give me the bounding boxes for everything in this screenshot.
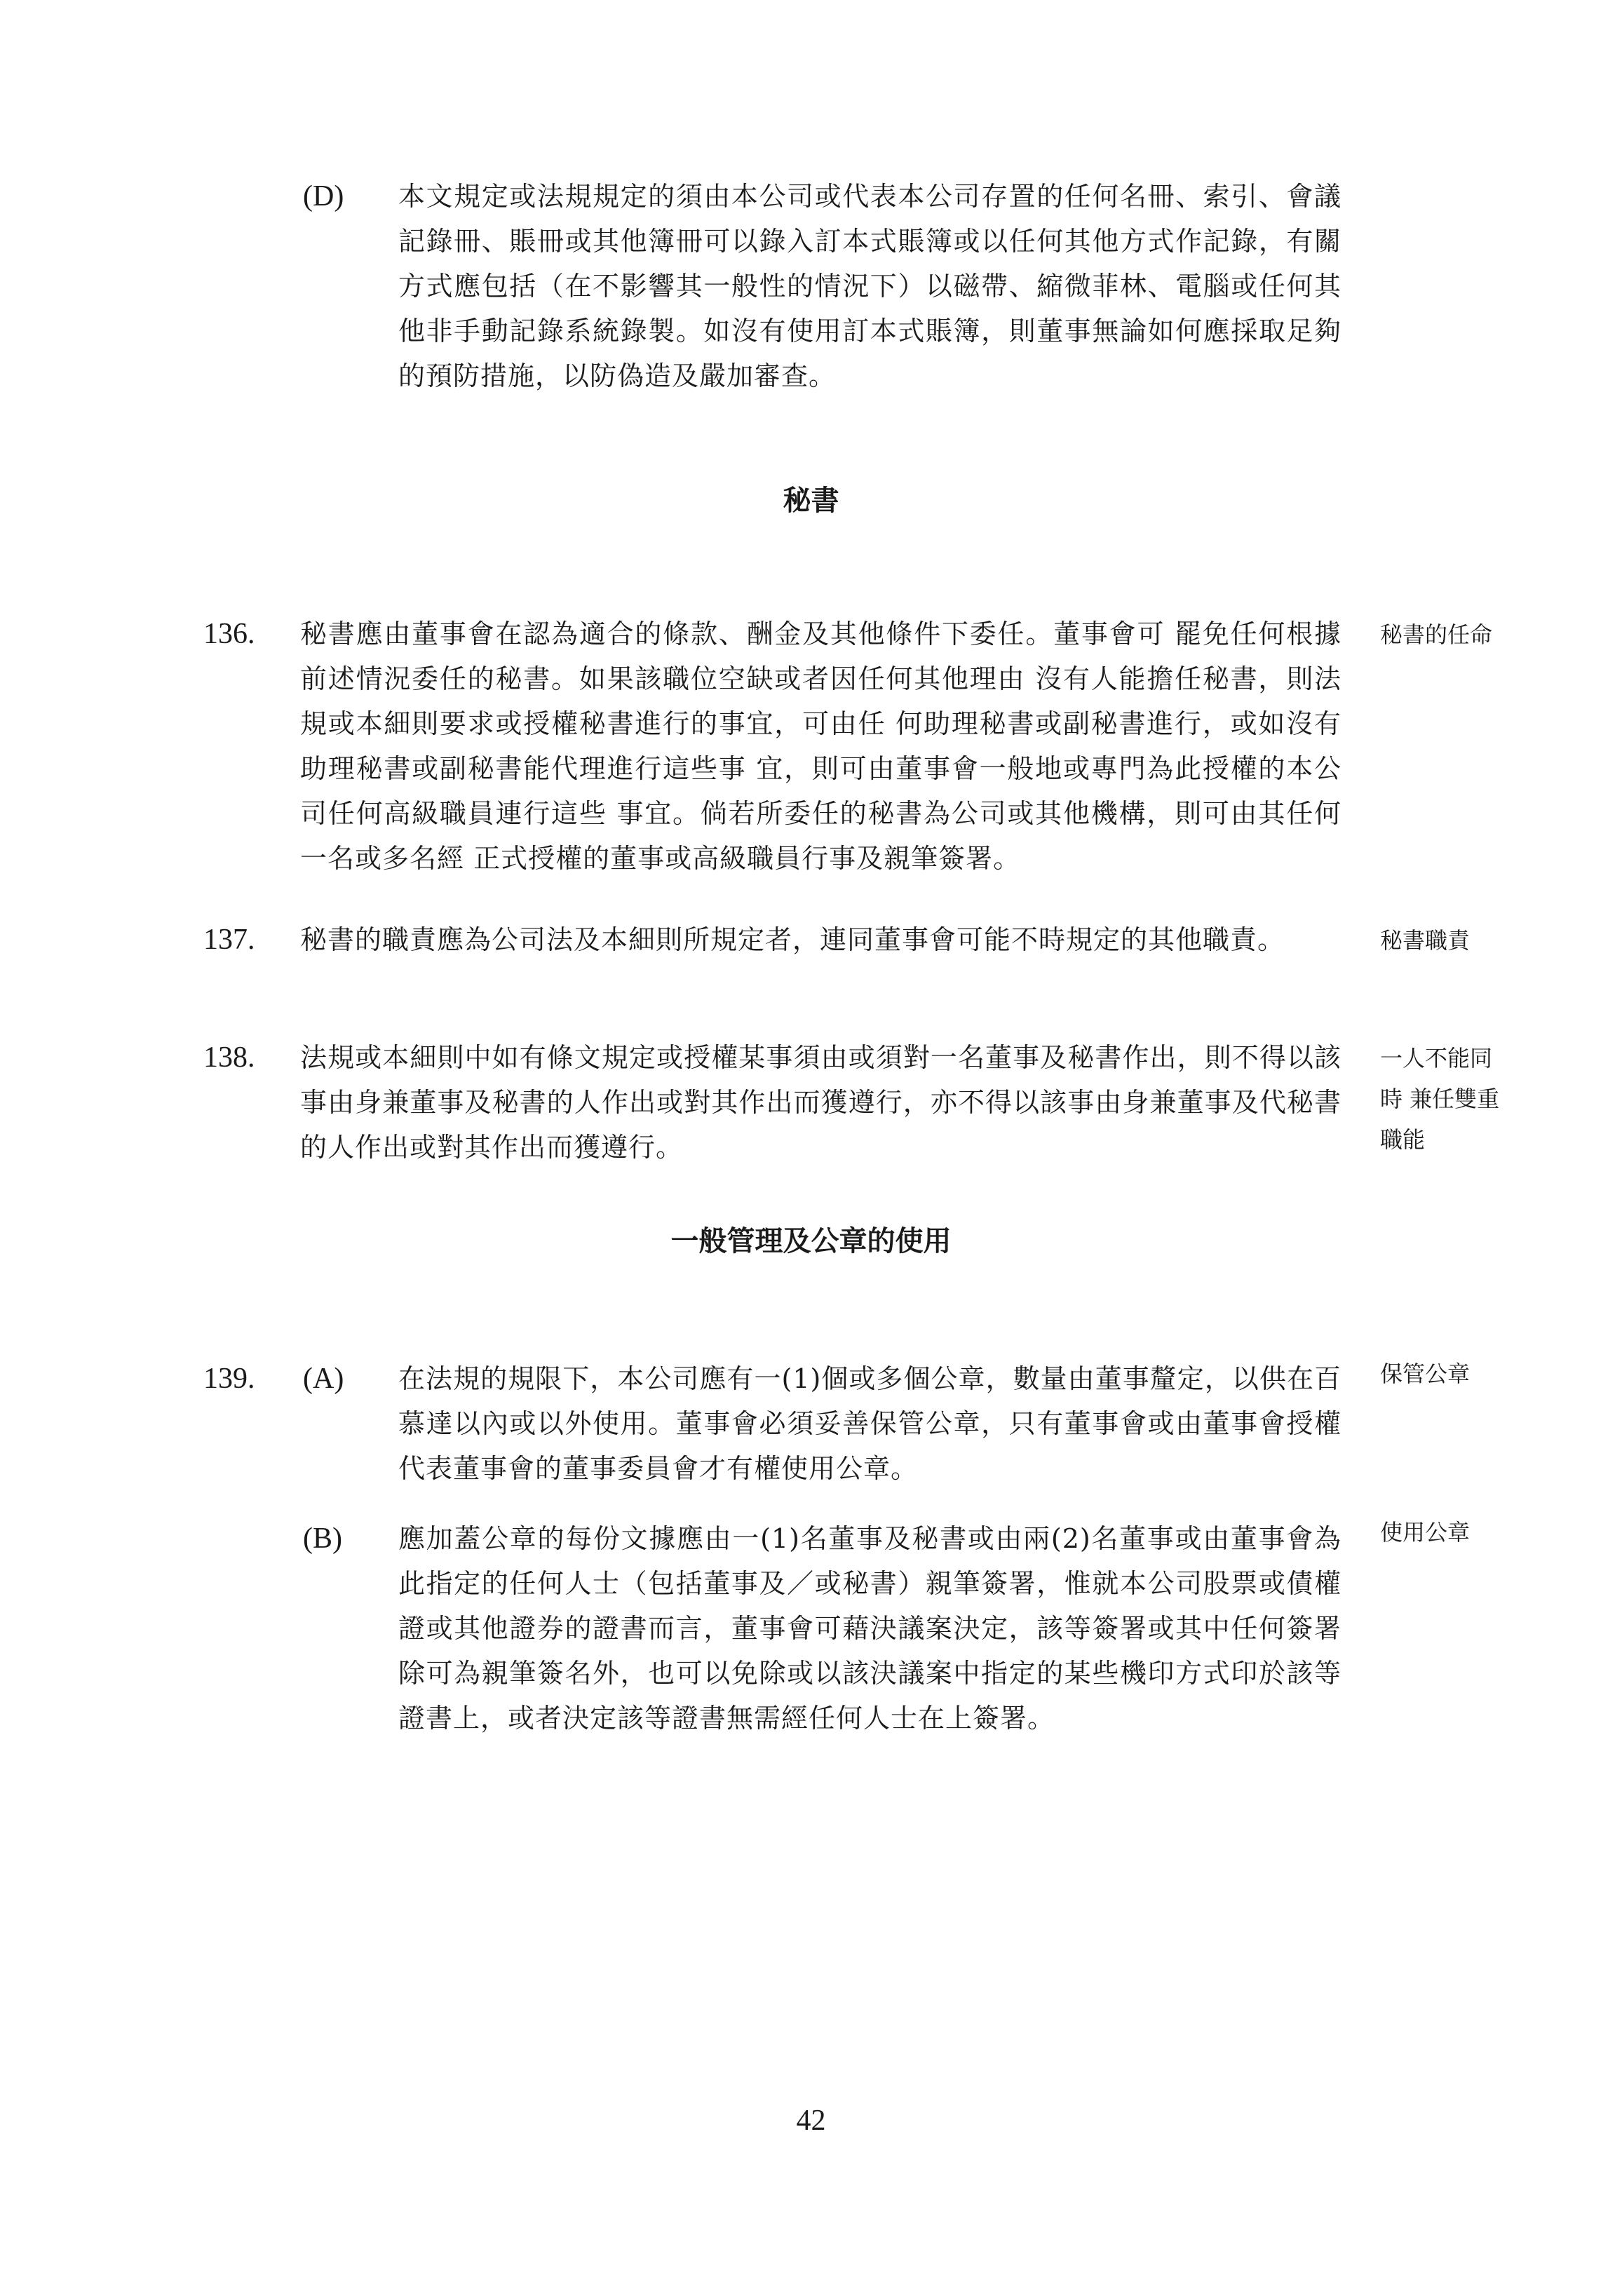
page-number: 42 (796, 2105, 826, 2137)
clause-d-label: (D) (303, 180, 344, 212)
article-139-clause-b-margin-note: 使用公章 (1380, 1519, 1471, 1546)
article-139-clause-b-text: 應加蓋公章的每份文據應由一(1)名董事及秘書或由兩(2)名董事或由董事會為此指定的任何人士（包括董事及／或秘書）親筆簽署，惟就本公司股票或債權證或其他證券的證書而言，董事會可藉決議案決定，該等簽署或其中任何簽署除可為親筆簽名外，也可以免除或以該決議案中指定的某些機印方式印於該等證書上，或者決定該等證書無需經任何人士在上簽署。 (398, 1523, 1341, 1734)
section-heading-secretary: 秘書 (783, 485, 839, 517)
article-139-clause-a-margin-note: 保管公章 (1380, 1360, 1471, 1387)
article-137-margin-note: 秘書職責 (1380, 927, 1471, 954)
article-139-clause-a-label: (A) (303, 1363, 344, 1395)
article-138-text: 法規或本細則中如有條文規定或授權某事須由或須對一名董事及秘書作出，則不得以該事由身兼董事及秘書的人作出或對其作出而獲遵行，亦不得以該事由身兼董事及代秘書的人作出或對其作出而獲遵行。 (300, 1042, 1341, 1163)
article-138-number: 138. (203, 1041, 255, 1074)
article-139-clause-b-label: (B) (303, 1522, 342, 1555)
article-136-number: 136. (203, 618, 255, 650)
section-heading-general: 一般管理及公章的使用 (670, 1225, 952, 1257)
article-136-margin-note: 秘書的任命 (1380, 621, 1493, 648)
article-137-number: 137. (203, 924, 255, 956)
clause-d-text: 本文規定或法規規定的須由本公司或代表本公司存置的任何名冊、索引、會議記錄冊、賬冊或其他簿冊可以錄入訂本式賬簿或以任何其他方式作記錄，有關方式應包括（在不影響其一般性的情況下）以磁帶、縮微菲林、電腦或任何其他非手動記錄系統錄製。如沒有使用訂本式賬簿，則董事無論如何應採取足夠的預防措施，以防偽造及嚴加審查。 (398, 181, 1341, 391)
article-136-text: 秘書應由董事會在認為適合的條款、酬金及其他條件下委任。董事會可 罷免任何根據前述情況委任的秘書。如果該職位空缺或者因任何其他理由 沒有人能擔任秘書，則法規或本細則要求或授權秘書進行的事宜，可由任 何助理秘書或副秘書進行，或如沒有助理秘書或副秘書能代理進行這些事 宜，則可由董事會一般地或專門為此授權的本公司任何高級職員連行這些 事宜。倘若所委任的秘書為公司或其他機構，則可由其任何一名或多名經 正式授權的董事或高級職員行事及親筆簽署。 (300, 619, 1341, 874)
article-137-text: 秘書的職責應為公司法及本細則所規定者，連同董事會可能不時規定的其他職責。 (300, 924, 1285, 955)
article-139-clause-a-text: 在法規的規限下，本公司應有一(1)個或多個公章，數量由董事釐定，以供在百慕達以內或以外使用。董事會必須妥善保管公章，只有董事會或由董事會授權代表董事會的董事委員會才有權使用公章。 (398, 1363, 1341, 1484)
article-139-number: 139. (203, 1363, 255, 1395)
article-138-margin-note: 一人不能同時 兼任雙重職能 (1380, 1045, 1500, 1153)
